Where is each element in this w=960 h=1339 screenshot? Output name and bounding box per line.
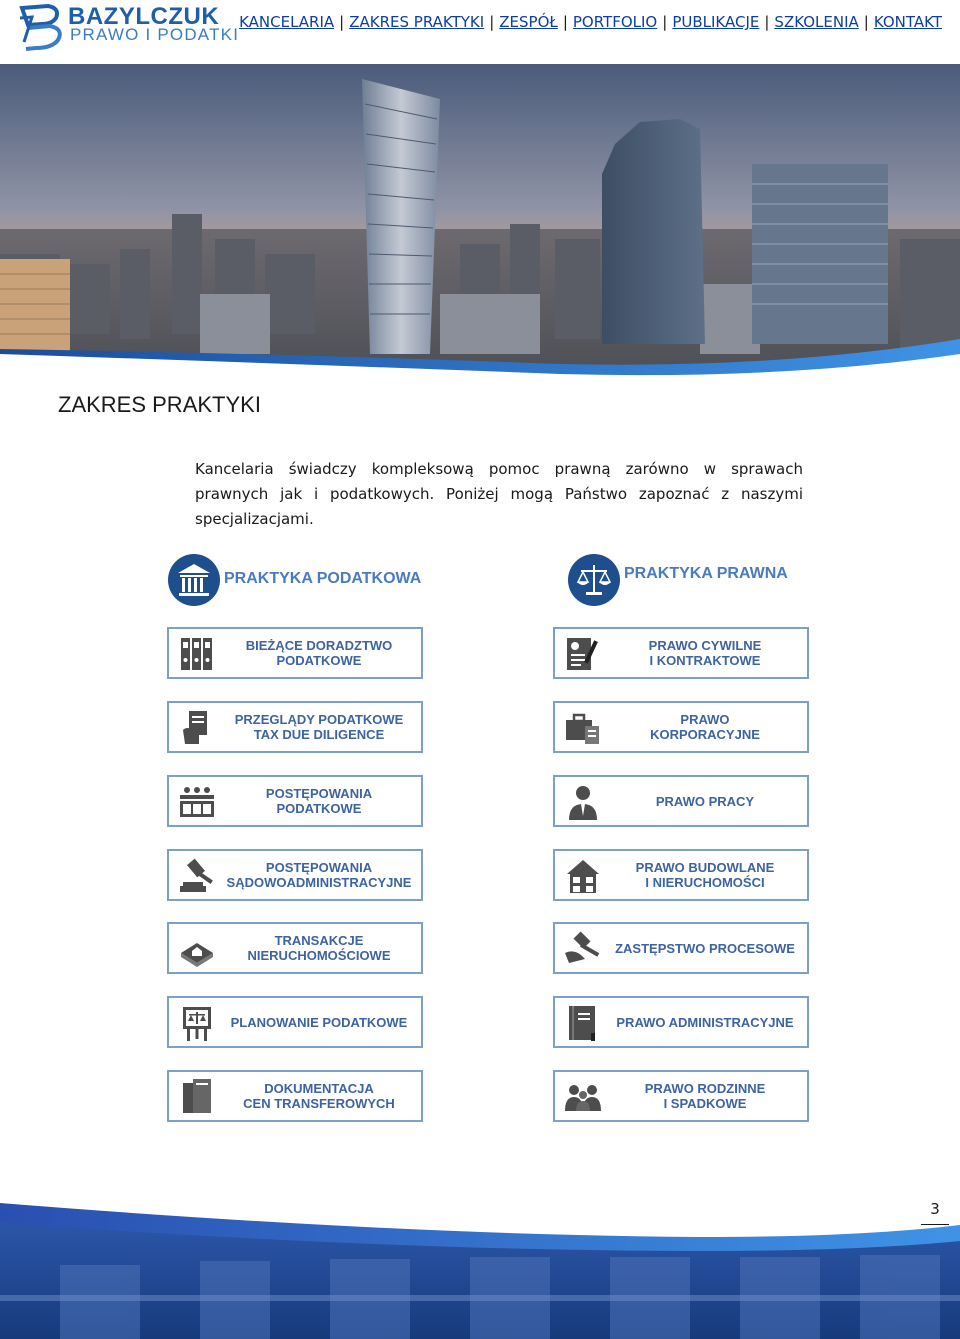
tax-practice-tile[interactable] <box>167 996 423 1048</box>
tax-practice-tile[interactable] <box>167 1070 423 1122</box>
tax-practice-tile[interactable] <box>167 922 423 974</box>
gavel-hand-icon <box>563 929 603 969</box>
nav-separator: | <box>764 13 770 31</box>
tile-label: ZASTĘPSTWO PROCESOWE <box>615 940 795 956</box>
briefcase-icon <box>563 708 603 748</box>
nav-link-zakres-praktyki[interactable]: ZAKRES PRAKTYKI <box>349 13 485 31</box>
book-house-icon <box>177 929 217 969</box>
hero-image <box>0 64 960 384</box>
tile-label: PRAWO CYWILNE I KONTRAKTOWE <box>648 638 762 668</box>
tax-practice-title: PRAKTYKA PODATKOWA <box>224 570 422 587</box>
gavel-icon <box>177 856 217 896</box>
hand-document-icon <box>177 708 217 748</box>
law-practice-tile[interactable] <box>553 996 809 1048</box>
tax-practice-tile[interactable] <box>167 775 423 827</box>
law-practice-tile[interactable] <box>553 701 809 753</box>
tile-label: PRAWO BUDOWLANE I NIERUCHOMOŚCI <box>635 860 775 890</box>
file-folder-icon <box>177 1077 217 1117</box>
law-book-icon <box>563 1003 603 1043</box>
law-practice-tile[interactable] <box>553 849 809 901</box>
nav-link-publikacje[interactable]: PUBLIKACJE <box>672 13 760 31</box>
bank-building-icon <box>168 554 220 606</box>
law-practice-tile[interactable] <box>553 775 809 827</box>
tile-label: PRZEGLĄDY PODATKOWE TAX DUE DILIGENCE <box>234 712 404 742</box>
tile-label: PRAWO PRACY <box>655 793 755 809</box>
main-nav <box>239 13 942 31</box>
law-practice-tile[interactable] <box>553 627 809 679</box>
header <box>0 0 960 64</box>
contract-pen-icon <box>563 634 603 674</box>
tile-label: BIEŻĄCE DORADZTWO PODATKOWE <box>245 638 393 668</box>
tile-label: PRAWO RODZINNE I SPADKOWE <box>644 1081 766 1111</box>
law-practice-tile[interactable] <box>553 922 809 974</box>
brand-name: BAZYLCZUK <box>68 3 220 30</box>
tax-practice-tile[interactable] <box>167 701 423 753</box>
footer-image <box>0 1195 960 1339</box>
nav-separator: | <box>489 13 495 31</box>
scales-icon <box>568 554 620 606</box>
tile-label: POSTĘPOWANIA SĄDOWOADMINISTRACYJNE <box>226 860 412 890</box>
nav-separator: | <box>863 13 869 31</box>
tile-label: DOKUMENTACJA CEN TRANSFEROWYCH <box>243 1081 395 1111</box>
tax-practice-tile[interactable] <box>167 627 423 679</box>
worker-icon <box>563 782 603 822</box>
nav-separator: | <box>662 13 668 31</box>
house-icon <box>563 856 603 896</box>
tax-practice-tile[interactable] <box>167 849 423 901</box>
tribunal-icon <box>177 782 217 822</box>
tile-label: TRANSAKCJE NIERUCHOMOŚCIOWE <box>247 933 391 963</box>
tile-label: PRAWO KORPORACYJNE <box>650 712 760 742</box>
nav-link-kontakt[interactable]: KONTAKT <box>873 13 942 31</box>
brand-logo[interactable] <box>18 2 248 52</box>
nav-link-szkolenia[interactable]: SZKOLENIA <box>774 13 859 31</box>
legal-practice-title: PRAKTYKA PRAWNA <box>624 565 788 582</box>
page-title: ZAKRES PRAKTYKI <box>58 392 261 417</box>
nav-link-portfolio[interactable]: PORTFOLIO <box>572 13 658 31</box>
binders-icon <box>177 634 217 674</box>
nav-separator: | <box>562 13 568 31</box>
nav-separator: | <box>339 13 345 31</box>
tax-practice-heading <box>168 554 468 610</box>
court-building-image <box>0 1195 960 1339</box>
law-practice-tile[interactable] <box>553 1070 809 1122</box>
family-icon <box>563 1077 603 1117</box>
easel-scales-icon <box>177 1003 217 1043</box>
brand-subtitle: PRAWO I PODATKI <box>70 25 240 44</box>
nav-link-kancelaria[interactable]: KANCELARIA <box>239 13 335 31</box>
intro-paragraph: Kancelaria świadczy kompleksową pomoc prawną zarówno w sprawach prawnych jak i podatkowych. Poniżej mogą Państwo zapoznać z naszymi specjalizacjami. <box>195 460 803 528</box>
legal-practice-heading <box>568 554 868 610</box>
tile-label: PLANOWANIE PODATKOWE <box>230 1014 408 1030</box>
logo-mark-icon <box>18 2 68 52</box>
tile-label: POSTĘPOWANIA PODATKOWE <box>265 786 373 816</box>
page-number: 3 <box>921 1200 949 1225</box>
tile-label: PRAWO ADMINISTRACYJNE <box>616 1014 794 1030</box>
nav-link-zespół[interactable]: ZESPÓŁ <box>499 13 558 31</box>
city-skyline-image <box>0 64 960 384</box>
